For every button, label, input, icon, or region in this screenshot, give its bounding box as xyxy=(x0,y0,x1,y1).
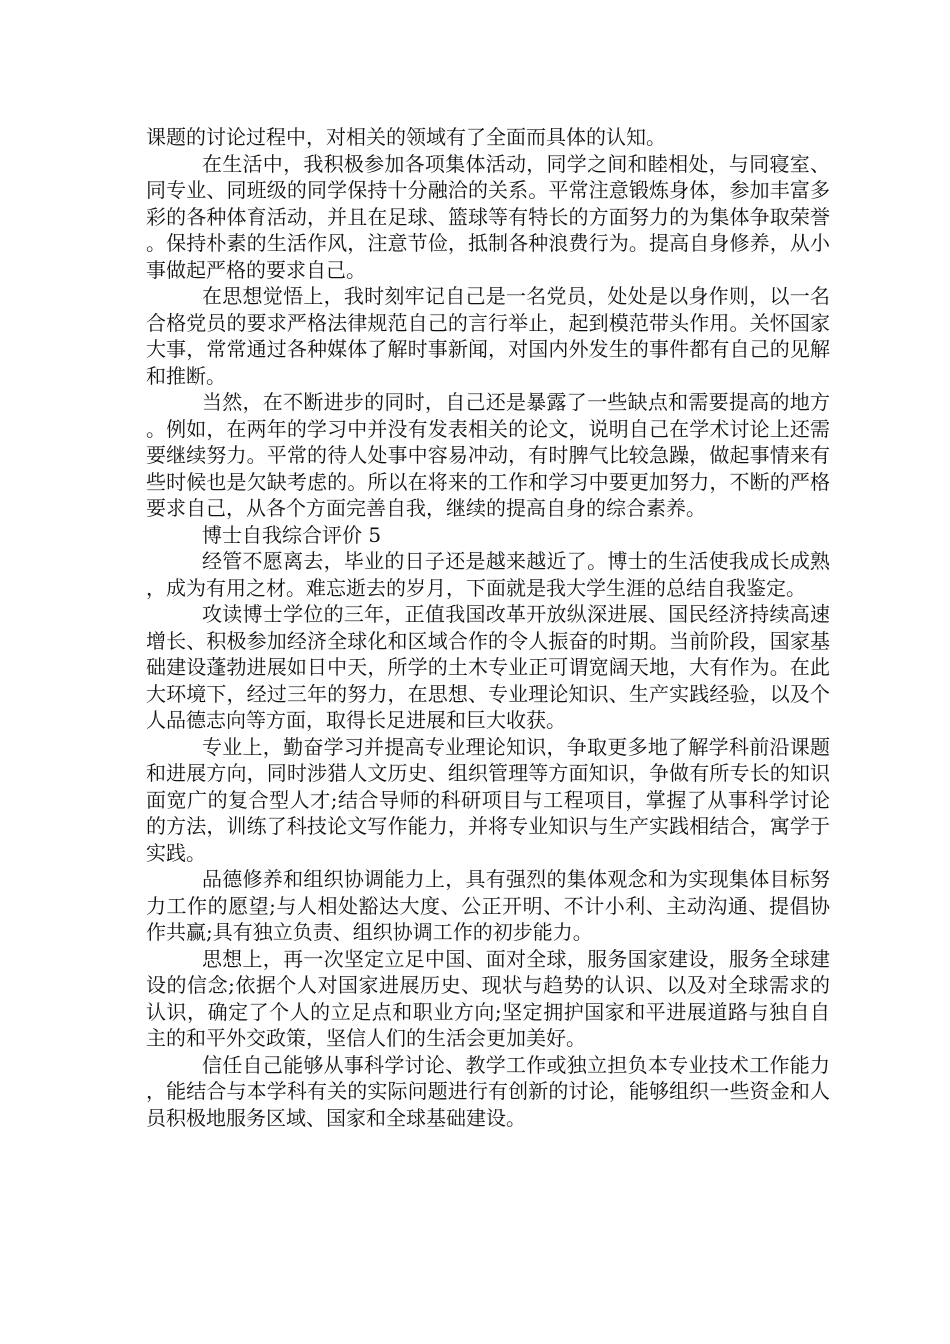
paragraph-graduation-intro: 经管不愿离去，毕业的日子还是越来越近了。博士的生活使我成长成熟，成为有用之材。难忘逝去的岁月，下面就是我大学生涯的总结自我鉴定。 xyxy=(146,549,830,600)
section-heading: 博士自我综合评价 5 xyxy=(202,522,382,547)
paragraph-three-years: 攻读博士学位的三年，正值我国改革开放纵深进展、国民经济持续高速增长、积极参加经济全球化和区域合作的令人振奋的时期。当前阶段，国家基础建设蓬勃进展如日中天，所学的土木专业正可谓宽阔天地，大有作为。在此大环境下，经过三年的努力，在思想、专业理论知识、生产实践经验，以及个人品德志向等方面，取得长足进展和巨大收获。 xyxy=(146,602,830,732)
paragraph-shortcomings: 当然，在不断进步的同时，自己还是暴露了一些缺点和需要提高的地方。例如，在两年的学习中并没有发表相关的论文，说明自己在学术讨论上还需要继续努力。平常的待人处事中容易冲动，有时脾气比较急躁，做起事情来有些时候也是欠缺考虑的。所以在将来的工作和学习中要更加努力，不断的严格要求自己，从各个方面完善自我，继续的提高自身的综合素养。 xyxy=(146,390,830,520)
paragraph-character: 品德修养和组织协调能力上，具有强烈的集体观念和为实现集体目标努力工作的愿望;与人相处豁达大度、公正开明、不计小利、主动沟通、提倡协作共赢;具有独立负责、组织协调工作的初步能力。 xyxy=(146,867,830,944)
paragraph-continuation: 课题的讨论过程中，对相关的领域有了全面而具体的认知。 xyxy=(146,125,666,149)
document-body xyxy=(146,124,830,1131)
paragraph-campus-life: 在生活中，我积极参加各项集体活动，同学之间和睦相处，与同寝室、同专业、同班级的同学保持十分融洽的关系。平常注意锻炼身体，参加丰富多彩的各种体育活动，并且在足球、篮球等有特长的方面努力的为集体争取荣誉。保持朴素的生活作风，注意节俭，抵制各种浪费行为。提高自身修养，从小事做起严格的要求自己。 xyxy=(146,151,830,282)
paragraph-political-awareness: 在思想觉悟上，我时刻牢记自己是一名党员，处处是以身作则，以一名合格党员的要求严格法律规范自己的言行举止，起到模范带头作用。关怀国家大事，常常通过各种媒体了解时事新闻，对国内外发生的事件都有自己的见解和推断。 xyxy=(146,284,830,388)
paragraph-confidence: 信任自己能够从事科学讨论、教学工作或独立担负本专业技术工作能力，能结合与本学科有关的实际问题进行有创新的讨论，能够组织一些资金和人员积极地服务区域、国家和全球基础建设。 xyxy=(146,1052,830,1130)
paragraph-professional: 专业上，勤奋学习并提高专业理论知识，争取更多地了解学科前沿课题和进展方向，同时涉猎人文历史、组织管理等方面知识，争做有所专长的知识面宽广的复合型人才;结合导师的科研项目与工程项目，掌握了从事科学讨论的方法，训练了科技论文写作能力，并将专业知识与生产实践相结合，寓学于实践。 xyxy=(146,734,830,865)
paragraph-ideology: 思想上，再一次坚定立足中国、面对全球，服务国家建设，服务全球建设的信念;依据个人对国家进展历史、现状与趋势的认识、以及对全球需求的认识，确定了个人的立足点和职业方向;坚定拥护国家和平进展道路与独自自主的和平外交政策，坚信人们的生活会更加美好。 xyxy=(146,946,830,1050)
